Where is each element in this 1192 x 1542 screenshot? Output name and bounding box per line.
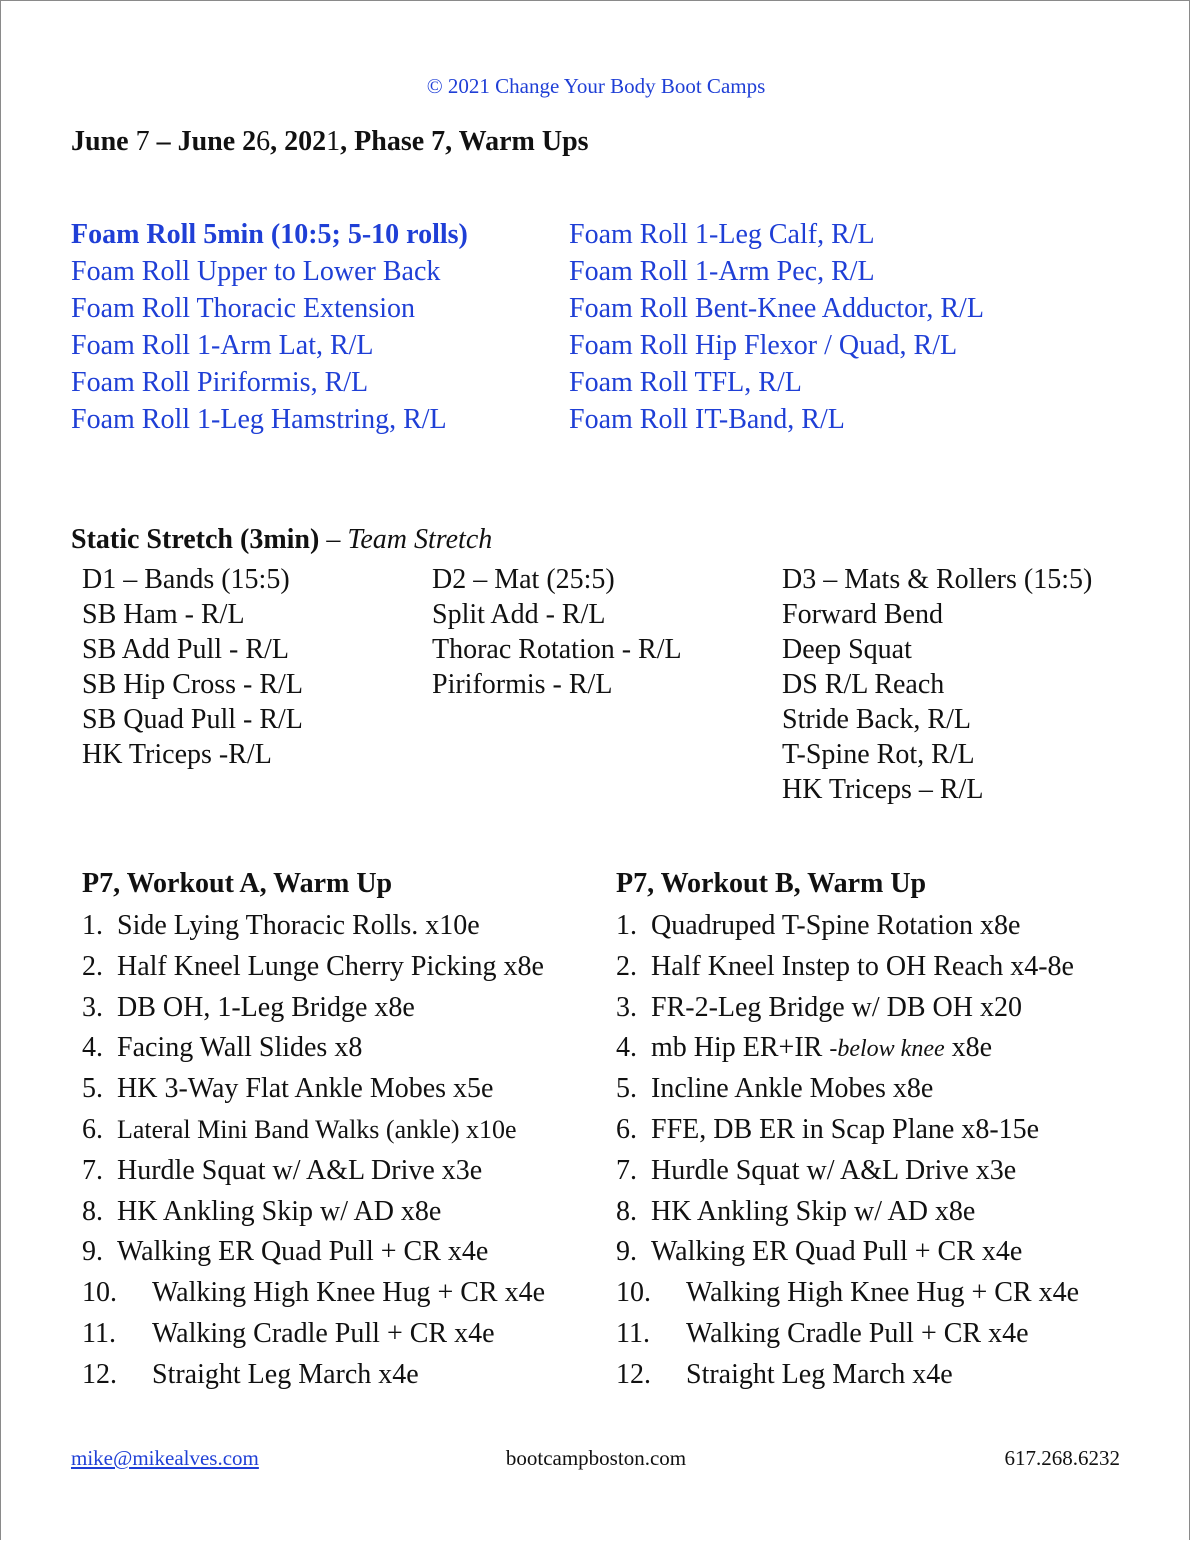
copyright-notice: © 2021 Change Your Body Boot Camps [426, 74, 766, 98]
stretch-item: SB Hip Cross - R/L [82, 669, 303, 700]
list-item: 6. Lateral Mini Band Walks (ankle) x10e [82, 1113, 517, 1145]
stretch-item: DS R/L Reach [782, 669, 945, 700]
list-item: 1. Quadruped T-Spine Rotation x8e [616, 910, 1021, 941]
page-title: June 7 – June 26, 2021, Phase 7, Warm Ups [71, 126, 589, 157]
stretch-column-d1 [82, 562, 303, 772]
list-item: 10. Walking High Knee Hug + CR x4e [82, 1277, 546, 1309]
workout-b-heading: P7, Workout B, Warm Up [616, 868, 927, 899]
foam-roll-item: Foam Roll IT-Band, R/L [569, 404, 845, 435]
stretch-column-d2 [432, 562, 682, 702]
list-item: 2. Half Kneel Lunge Cherry Picking x8e [82, 950, 544, 982]
phone-number: 617.268.6232 [1004, 1446, 1120, 1470]
website-text: bootcampboston.com [505, 1446, 687, 1470]
list-item: 9. Walking ER Quad Pull + CR x4e [616, 1236, 1023, 1268]
list-item: 6. FFE, DB ER in Scap Plane x8-15e [616, 1113, 1040, 1145]
foam-roll-item: Foam Roll Upper to Lower Back [71, 256, 441, 287]
list-item: 4. mb Hip ER+IR -below knee x8e [616, 1032, 993, 1064]
foam-roll-item: Foam Roll 1-Arm Pec, R/L [569, 256, 875, 287]
foam-roll-item: Foam Roll TFL, R/L [569, 367, 802, 398]
stretch-item: Deep Squat [782, 634, 912, 665]
list-item: 10. Walking High Knee Hug + CR x4e [616, 1277, 1080, 1309]
list-item: 7. Hurdle Squat w/ A&L Drive x3e [82, 1154, 483, 1186]
foam-roll-item: Foam Roll 1-Arm Lat, R/L [71, 330, 374, 361]
list-item: 5. HK 3-Way Flat Ankle Mobes x5e [82, 1073, 494, 1105]
stretch-item: SB Ham - R/L [82, 599, 245, 630]
stretch-item: Thorac Rotation - R/L [432, 634, 682, 665]
stretch-item: HK Triceps – R/L [782, 774, 984, 805]
workout-b-warm-up [616, 868, 1079, 1400]
static-stretch-heading: Static Stretch (3min) – Team Stretch [71, 524, 493, 555]
list-item: 3. FR-2-Leg Bridge w/ DB OH x20 [616, 991, 1022, 1023]
list-item: 5. Incline Ankle Mobes x8e [616, 1073, 934, 1105]
foam-roll-item: Foam Roll Thoracic Extension [71, 293, 415, 324]
workout-a-warm-up [82, 868, 545, 1400]
workout-a-heading: P7, Workout A, Warm Up [82, 868, 393, 899]
stretch-item: Forward Bend [782, 599, 943, 630]
stretch-item: D3 – Mats & Rollers (15:5) [782, 564, 1093, 595]
list-item: 1. Side Lying Thoracic Rolls. x10e [82, 910, 480, 941]
foam-roll-item: Foam Roll Piriformis, R/L [71, 367, 369, 398]
list-item: 8. HK Ankling Skip w/ AD x8e [616, 1195, 976, 1227]
foam-roll-list-left [71, 216, 468, 438]
stretch-item: Split Add - R/L [432, 599, 606, 630]
email-link[interactable]: mike@mikealves.com [71, 1446, 259, 1470]
foam-roll-item: Foam Roll Hip Flexor / Quad, R/L [569, 330, 958, 361]
stretch-item: SB Add Pull - R/L [82, 634, 289, 665]
foam-roll-list-right [569, 216, 984, 438]
list-item: 11. Walking Cradle Pull + CR x4e [616, 1317, 1029, 1349]
foam-roll-item: Foam Roll Bent-Knee Adductor, R/L [569, 293, 984, 324]
foam-roll-item: Foam Roll 5min (10:5; 5-10 rolls) [71, 219, 468, 250]
list-item: 2. Half Kneel Instep to OH Reach x4-8e [616, 950, 1074, 982]
stretch-item: D2 – Mat (25:5) [432, 564, 615, 595]
list-item: 7. Hurdle Squat w/ A&L Drive x3e [616, 1154, 1017, 1186]
list-item: 12. Straight Leg March x4e [82, 1358, 419, 1390]
stretch-column-d3 [782, 562, 1092, 807]
stretch-item: SB Quad Pull - R/L [82, 704, 303, 735]
foam-roll-item: Foam Roll 1-Leg Hamstring, R/L [71, 404, 447, 435]
list-item: 9. Walking ER Quad Pull + CR x4e [82, 1236, 489, 1268]
foam-roll-item: Foam Roll 1-Leg Calf, R/L [569, 219, 875, 250]
stretch-item: HK Triceps -R/L [82, 739, 272, 770]
list-item: 8. HK Ankling Skip w/ AD x8e [82, 1195, 442, 1227]
stretch-item: T-Spine Rot, R/L [782, 739, 975, 770]
list-item: 4. Facing Wall Slides x8 [82, 1032, 363, 1064]
stretch-item: D1 – Bands (15:5) [82, 564, 290, 595]
list-item: 11. Walking Cradle Pull + CR x4e [82, 1317, 495, 1349]
stretch-item: Piriformis - R/L [432, 669, 613, 700]
stretch-item: Stride Back, R/L [782, 704, 971, 735]
list-item: 12. Straight Leg March x4e [616, 1358, 953, 1390]
list-item: 3. DB OH, 1-Leg Bridge x8e [82, 991, 415, 1023]
